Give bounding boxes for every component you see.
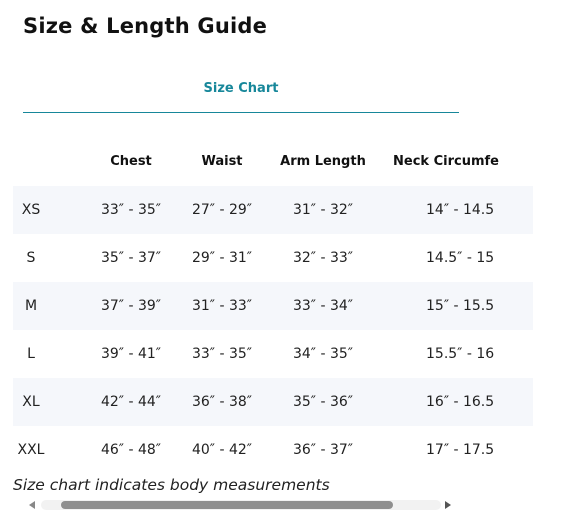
cell-arm: 32″ - 33″ bbox=[292, 250, 354, 266]
cell-size: S bbox=[26, 250, 36, 266]
table-row bbox=[13, 234, 533, 282]
header-size bbox=[13, 137, 49, 186]
header-arm-length: Arm Length bbox=[280, 154, 366, 169]
header-neck-circumference: Neck Circumfe bbox=[393, 154, 499, 169]
table-row bbox=[13, 282, 533, 330]
footnote-container bbox=[13, 476, 459, 498]
cell-neck: 14.5″ - 15 bbox=[426, 250, 495, 266]
cell-chest: 42″ - 44″ bbox=[100, 394, 162, 410]
header-waist: Waist bbox=[201, 154, 243, 169]
cell-arm: 34″ - 35″ bbox=[292, 346, 354, 362]
table-header-row bbox=[13, 137, 533, 186]
cell-chest: 37″ - 39″ bbox=[100, 298, 162, 314]
cell-waist: 33″ - 35″ bbox=[191, 346, 253, 362]
horizontal-scrollbar[interactable] bbox=[23, 498, 459, 513]
cell-size: L bbox=[27, 346, 35, 362]
triangle-left-icon[interactable] bbox=[29, 501, 35, 509]
cell-waist: 29″ - 31″ bbox=[191, 250, 253, 266]
table-row bbox=[13, 330, 533, 378]
cell-waist: 36″ - 38″ bbox=[191, 394, 253, 410]
cell-arm: 36″ - 37″ bbox=[292, 442, 354, 458]
table-row bbox=[13, 426, 533, 474]
cell-neck: 15″ - 15.5 bbox=[426, 298, 495, 314]
triangle-right-icon[interactable] bbox=[445, 501, 451, 509]
cell-arm: 33″ - 34″ bbox=[292, 298, 354, 314]
footnote-text: Size chart indicates body measurements bbox=[13, 476, 330, 494]
cell-arm: 31″ - 32″ bbox=[292, 202, 354, 218]
tab-underline bbox=[23, 112, 459, 113]
page-title: Size & Length Guide bbox=[23, 14, 268, 38]
cell-waist: 40″ - 42″ bbox=[191, 442, 253, 458]
cell-waist: 27″ - 29″ bbox=[191, 202, 253, 218]
cell-waist: 31″ - 33″ bbox=[191, 298, 253, 314]
table-row bbox=[13, 186, 533, 234]
cell-chest: 39″ - 41″ bbox=[100, 346, 162, 362]
cell-arm: 35″ - 36″ bbox=[292, 394, 354, 410]
header-chest: Chest bbox=[110, 154, 152, 169]
cell-size: XL bbox=[22, 394, 40, 410]
cell-chest: 33″ - 35″ bbox=[100, 202, 162, 218]
cell-chest: 35″ - 37″ bbox=[100, 250, 162, 266]
size-table-viewport[interactable] bbox=[17, 137, 499, 477]
cell-neck: 15.5″ - 16 bbox=[426, 346, 495, 362]
cell-neck: 17″ - 17.5 bbox=[426, 442, 495, 458]
cell-size: XS bbox=[21, 202, 41, 218]
cell-neck: 16″ - 16.5 bbox=[426, 394, 495, 410]
table-row bbox=[13, 378, 533, 426]
cell-neck: 14″ - 14.5 bbox=[426, 202, 495, 218]
cell-size: XXL bbox=[17, 442, 45, 458]
cell-size: M bbox=[24, 298, 38, 314]
scrollbar-thumb[interactable] bbox=[61, 501, 393, 509]
size-table bbox=[13, 137, 533, 474]
cell-chest: 46″ - 48″ bbox=[100, 442, 162, 458]
tab-size-chart[interactable]: Size Chart bbox=[203, 81, 279, 96]
